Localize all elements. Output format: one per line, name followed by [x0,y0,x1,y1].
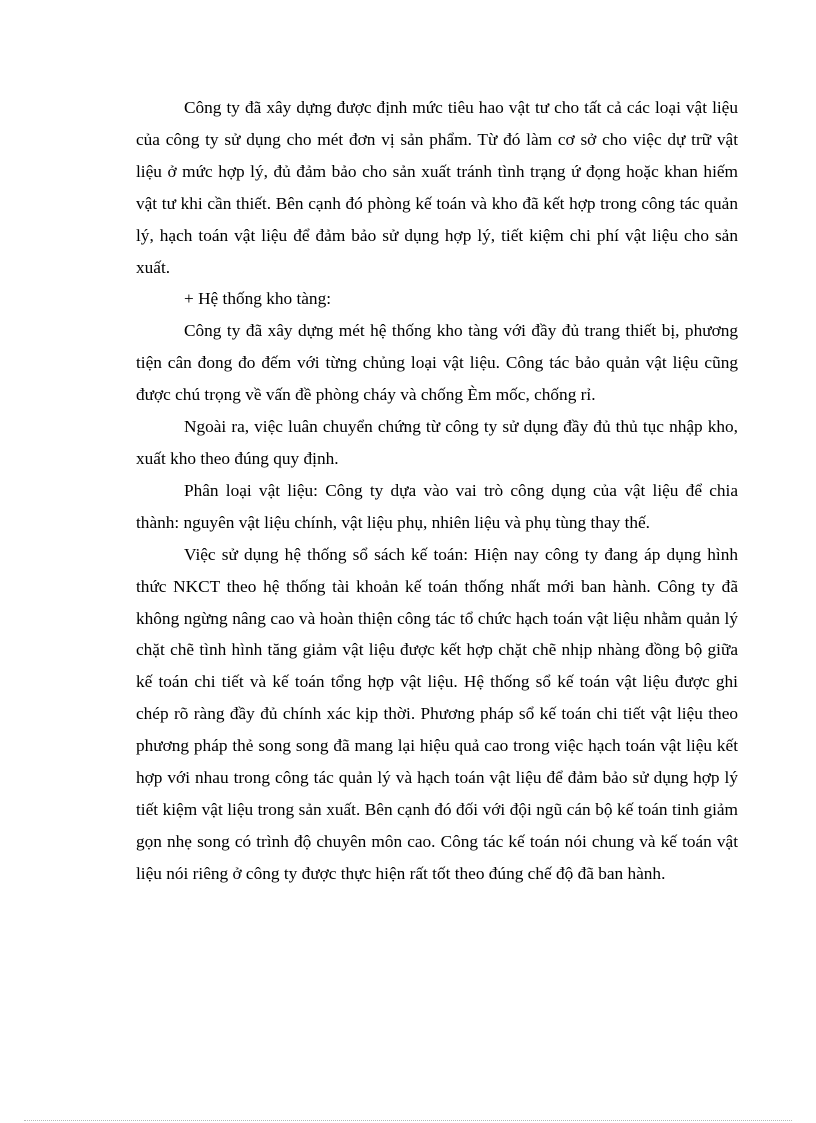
page-bottom-divider [24,1120,792,1121]
section-heading-warehouse-system: + Hệ thống kho tàng: [184,289,332,309]
paragraph-document-circulation: Ngoài ra, việc luân chuyển chứng từ công ty sử dụng đầy đủ thủ tục nhập kho, xuất kho theo đúng quy định. [136,417,738,468]
paragraph-warehouse-system: Công ty đã xây dựng mét hệ thống kho tàng với đầy đủ trang thiết bị, phương tiện cân đong đo đếm với từng chủng loại vật liệu. Công tác bảo quản vật liệu cũng được chú trọng về vấn đề phòng cháy và chống Èm mốc, chống rỉ. [136,321,738,405]
paragraph-accounting-books: Việc sử dụng hệ thống sổ sách kế toán: Hiện nay công ty đang áp dụng hình thức NKCT theo hệ thống tài khoản kế toán thống nhất mới ban hành. Công ty đã không ngừng nâng cao và hoàn thiện công tác tổ chức hạch toán vật liệu nhằm quản lý chặt chẽ tình hình tăng giảm vật liệu được kết hợp chặt chẽ nhịp nhàng đồng bộ giữa kế toán chi tiết và kế toán tổng hợp vật liệu. Hệ thống sổ kế toán vật liệu được ghi chép rõ ràng đầy đủ chính xác kịp thời. Phương pháp sổ kế toán chi tiết vật liệu theo phương pháp thẻ song song đã mang lại hiệu quả cao trong việc hạch toán vật liệu kết hợp với nhau trong công tác quản lý và hạch toán vật liệu để đảm bảo sử dụng hợp lý tiết kiệm vật liệu trong sản xuất. Bên cạnh đó đối với đội ngũ cán bộ kế toán tinh giảm gọn nhẹ song có trình độ chuyên môn cao. Công tác kế toán nói chung và kế toán vật liệu nói riêng ở công ty được thực hiện rất tốt theo đúng chế độ đã ban hành. [136,544,738,883]
paragraph-material-classification: Phân loại vật liệu: Công ty dựa vào vai trò công dụng của vật liệu để chia thành: nguyên vật liệu chính, vật liệu phụ, nhiên liệu và phụ tùng thay thế. [136,480,738,532]
document-body [136,92,738,890]
paragraph-material-consumption: Công ty đã xây dựng được định mức tiêu hao vật tư cho tất cả các loại vật liệu của công ty sử dụng cho mét đơn vị sản phẩm. Từ đó làm cơ sở cho việc dự trữ vật liệu ở mức hợp lý, đủ đảm bảo cho sản xuất tránh tình trạng ứ đọng hoặc khan hiếm vật tư khi cần thiết. Bên cạnh đó phòng kế toán và kho đã kết hợp trong công tác quản lý, hạch toán vật liệu để đảm bảo sử dụng hợp lý, tiết kiệm chi phí vật liệu cho sản xuất. [136,98,738,277]
